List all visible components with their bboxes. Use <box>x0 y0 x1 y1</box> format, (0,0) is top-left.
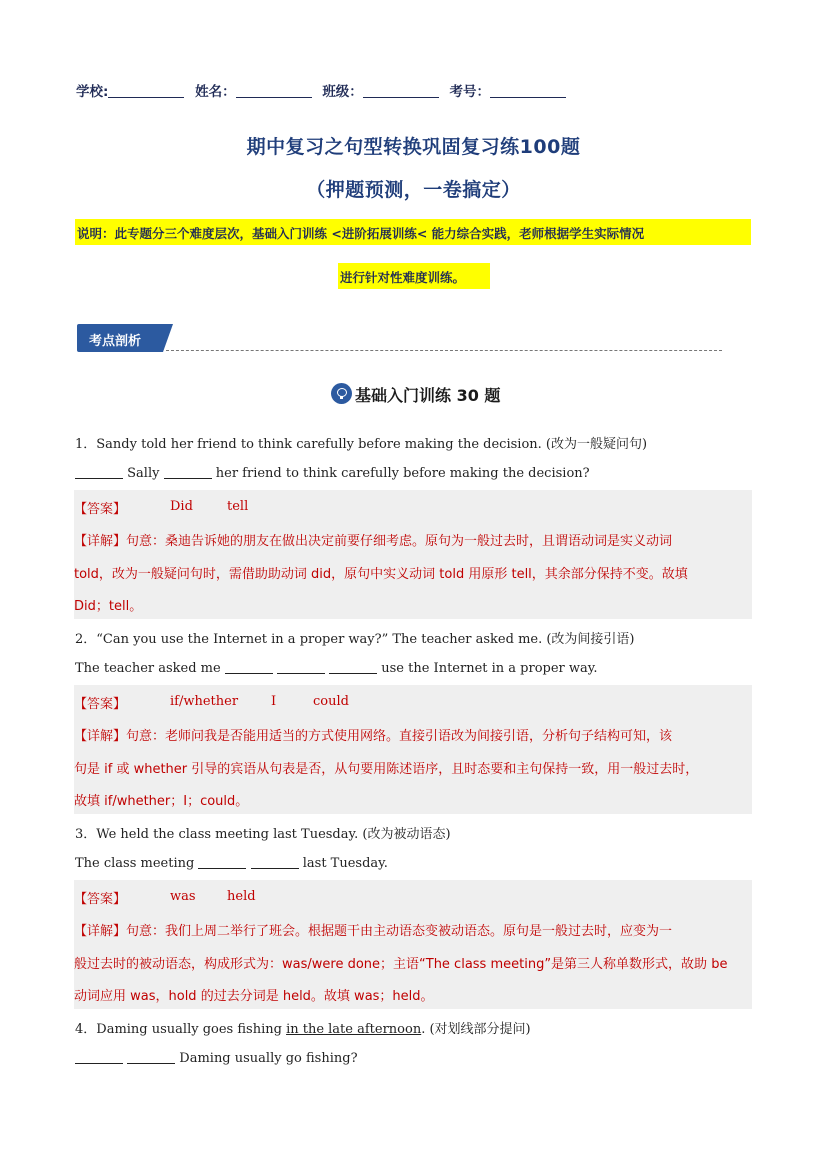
answer-word: tell <box>227 499 249 514</box>
question-3-text: 3．We held the class meeting last Tuesday. (改为被动语态) <box>75 827 451 842</box>
question-3-detail-1: 【详解】句意：我们上周二举行了班会。根据题干由主动语态变被动语态。原句是一般过去时，应变为一 <box>74 924 673 939</box>
question-1-text: 1．Sandy told her friend to think carefully before making the decision. (改为一般疑问句) <box>75 437 648 452</box>
question-3-detail-3: 动词应用 was，hold 的过去分词是 held。故填 was；held。 <box>74 989 434 1004</box>
name-label: 姓名： <box>195 84 236 100</box>
answer-blank[interactable] <box>127 1051 175 1064</box>
answer-blank[interactable] <box>329 661 377 674</box>
note-text-1: 说明：此专题分三个难度层次，基础入门训练 <进阶拓展训练< 能力综合实践，老师根据学生实际情况 <box>77 226 645 241</box>
answer-word: Did <box>170 499 193 514</box>
question-2-detail-2: 句是 if 或 whether 引导的宾语从句表是否，从句要用陈述语序，且时态要和主句保持一致，用一般过去时， <box>74 762 699 777</box>
question-1-fill-b: her friend to think carefully before making the decision? <box>215 466 590 481</box>
question-1-fill-a: Sally <box>127 466 160 481</box>
answer-word: could <box>313 694 349 709</box>
question-2-answer-box <box>74 685 752 814</box>
exam-no-blank[interactable] <box>490 85 566 98</box>
answer-blank[interactable] <box>198 856 246 869</box>
question-4-fill <box>75 1051 358 1066</box>
question-4-text: 4．Daming usually goes fishing in the late afternoon. (对划线部分提问) <box>75 1022 531 1037</box>
answer-blank[interactable] <box>225 661 273 674</box>
note-text-2: 进行针对性难度训练。 <box>340 270 466 285</box>
question-3-fill-a: The class meeting <box>75 856 195 871</box>
underlined-phrase: in the late afternoon <box>286 1022 422 1037</box>
answer-blank[interactable] <box>251 856 299 869</box>
class-blank[interactable] <box>363 85 439 98</box>
question-1-detail-3: Did；tell。 <box>74 599 143 614</box>
answer-word: if/whether <box>170 694 239 709</box>
question-1-fill <box>75 466 590 481</box>
question-2-detail-1: 【详解】句意：老师问我是否能用适当的方式使用网络。直接引语改为间接引语，分析句子结构可知，该 <box>74 729 673 744</box>
exam-no-label: 考号： <box>449 84 491 100</box>
name-blank[interactable] <box>236 85 312 98</box>
question-2-fill-a: The teacher asked me <box>75 661 221 676</box>
answer-word: was <box>170 889 196 904</box>
class-label: 班级： <box>322 84 363 100</box>
question-3-detail-2: 般过去时的被动语态，构成形式为：was/were done；主语“The class meeting”是第三人称单数形式，故助 be <box>74 957 728 972</box>
question-3-fill <box>75 856 388 871</box>
question-1-detail-2: told，改为一般疑问句时，需借助助动词 did，原句中实义动词 told 用原形 tell，其余部分保持不变。故填 <box>74 567 688 582</box>
answer-label: 【答案】 <box>74 892 127 907</box>
page-subtitle: （押题预测，一卷搞定） <box>306 179 521 201</box>
question-3-fill-b: last Tuesday. <box>302 856 388 871</box>
page-title: 期中复习之句型转换巩固复习练100题 <box>246 136 581 158</box>
answer-blank[interactable] <box>75 1051 123 1064</box>
question-1-answer-box <box>74 490 752 619</box>
answer-label: 【答案】 <box>74 502 127 517</box>
student-info-line <box>76 80 566 100</box>
school-label: 学校: <box>76 84 109 100</box>
answer-word: held <box>227 889 256 904</box>
question-3-answer-box <box>74 880 752 1009</box>
question-2-fill <box>75 661 598 676</box>
section-tag <box>77 324 163 352</box>
answer-blank[interactable] <box>164 466 212 479</box>
bulb-icon <box>331 383 352 404</box>
answer-blank[interactable] <box>277 661 325 674</box>
question-2-text: 2．“Can you use the Internet in a proper way?” The teacher asked me. (改为间接引语) <box>75 632 635 647</box>
section-title: 基础入门训练 30 题 <box>355 386 501 405</box>
dashed-divider <box>166 350 722 351</box>
note-highlight-2 <box>338 263 490 289</box>
question-1-detail-1: 【详解】句意：桑迪告诉她的朋友在做出决定前要仔细考虑。原句为一般过去时，且谓语动词是实义动词 <box>74 534 673 549</box>
note-highlight-1 <box>75 219 751 245</box>
answer-blank[interactable] <box>75 466 123 479</box>
question-4-fill-b: Daming usually go fishing? <box>179 1051 358 1066</box>
question-2-detail-3: 故填 if/whether；I；could。 <box>74 794 249 809</box>
question-2-fill-b: use the Internet in a proper way. <box>381 661 598 676</box>
school-blank[interactable] <box>108 85 184 98</box>
answer-word: I <box>271 694 277 709</box>
section-tag-label: 考点剖析 <box>89 334 142 349</box>
answer-label: 【答案】 <box>74 697 127 712</box>
